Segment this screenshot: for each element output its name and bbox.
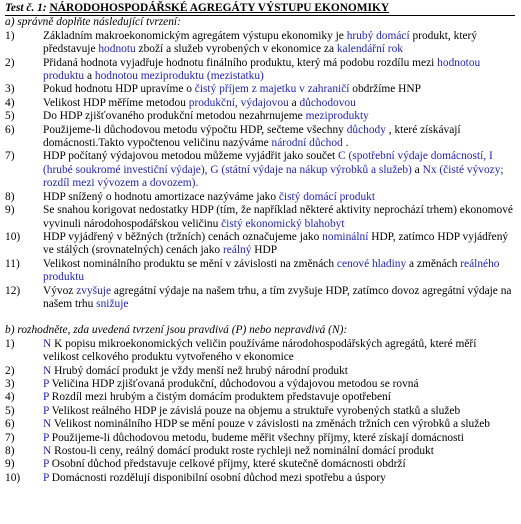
true-false-answer: P	[43, 377, 49, 390]
statement-text: Základním makroekonomickým agregátem výstupu ekonomiky je	[43, 29, 347, 42]
a-item	[5, 231, 515, 258]
statement-text: Velikost reálného HDP je závislá pouze na objemu a struktuře vyrobených statků a služeb	[51, 404, 461, 417]
item-text	[43, 124, 515, 151]
statement-text: a	[288, 96, 300, 109]
item-index: 8)	[5, 445, 15, 457]
a-item	[5, 30, 515, 57]
statement-text: HDP snížený o hodnotu amortizace nazýváme jako	[43, 190, 279, 203]
item-number: 4)	[5, 96, 15, 109]
answer-text: národní důchod	[271, 137, 343, 150]
answer-text: reálného produktu	[43, 257, 500, 284]
b-item	[5, 365, 515, 378]
section-b-heading: b) rozhodněte, zda uvedená tvrzení jsou pravdivá (P) nebo nepravdivá (N):	[5, 324, 348, 337]
statement-text: , které získávají domácnosti.Takto vypočtenou veličinu nazýváme	[43, 123, 461, 150]
item-index: 5)	[5, 404, 15, 417]
answer-text: čistý příjem z majetku v zahraničí	[194, 83, 350, 96]
statement-text: Rozdíl mezi hrubým a čistým domácím produktem představuje opotřebení	[51, 391, 391, 404]
answer-text: Nx (čisté vývozy; rozdíl mezi vývozem a dovozem).	[43, 163, 504, 190]
item-number: 7)	[5, 150, 15, 163]
item-number: 12)	[5, 284, 21, 297]
item-text	[43, 418, 515, 431]
statement-text: Domácnosti rozdělují disponibilní osobní důchod mezi spotřebu a úspory	[51, 471, 386, 484]
true-false-answer: P	[43, 431, 49, 444]
true-false-answer: N	[43, 445, 52, 457]
statement-text: Se snahou korigovat nedostatky HDP (tím, že například některé aktivity neprochází trhem) ekonomové vyvinuli národohospodářskou veličinu	[43, 204, 513, 230]
answer-text: reálný	[222, 244, 252, 257]
a-item	[5, 97, 515, 110]
item-text	[43, 391, 515, 404]
item-text	[43, 204, 515, 231]
b-item	[5, 338, 515, 365]
statement-text: Veličina HDP zjišťovaná produkční, důchodovou a výdajovou metodou se rovná	[51, 377, 419, 390]
statement-text: a	[84, 70, 95, 83]
statement-text: Velikost nominálního HDP se mění pouze v závislosti na změnách tržních cen výrobků a služeb	[53, 418, 490, 431]
answer-text: důchody	[346, 123, 386, 136]
a-item	[5, 57, 515, 84]
item-number: 2)	[5, 56, 15, 69]
item-text	[43, 472, 515, 485]
statement-text: Hrubý domácí produkt je vždy menší než hrubý národní produkt	[54, 364, 348, 377]
statement-text: HDP vyjádřený v běžných (tržních) cenách označujeme jako	[43, 230, 323, 243]
item-number	[5, 405, 43, 418]
test-label: Test č. 1:	[5, 2, 47, 14]
section-a-list	[5, 30, 515, 312]
item-number	[5, 458, 43, 471]
statement-text: Vývoz	[43, 284, 77, 297]
a-item	[5, 191, 515, 204]
true-false-answer: N	[43, 418, 52, 431]
b-item	[5, 378, 515, 391]
true-false-answer: P	[43, 458, 49, 471]
a-item	[5, 150, 515, 190]
item-index: 7)	[5, 431, 15, 444]
statement-text: Velikost HDP měříme metodou	[43, 96, 189, 109]
statement-text: HDP, zatímco HDP vyjádřený ve stálých (srovnatelných) cenách jako	[43, 230, 509, 257]
item-text	[43, 258, 515, 285]
b-item	[5, 472, 515, 485]
item-text	[43, 231, 515, 258]
test-title	[5, 2, 515, 15]
item-number: 1)	[5, 29, 15, 42]
statement-text: Osobní důchod představuje celkové příjmy, které skutečně domácnosti obdrží	[51, 458, 406, 471]
item-text	[43, 30, 515, 57]
answer-text: (mezistatku)	[206, 70, 264, 83]
statement-text: a změnách	[406, 257, 461, 270]
a-item	[5, 110, 515, 123]
item-number	[5, 472, 43, 485]
item-index: 2)	[5, 364, 15, 377]
item-number	[5, 338, 43, 365]
true-false-answer: P	[43, 471, 49, 484]
item-number: 3)	[5, 83, 15, 96]
item-text	[43, 338, 515, 365]
item-text	[43, 405, 515, 418]
item-number: 10)	[5, 230, 21, 243]
item-number: 8)	[5, 190, 15, 203]
b-item	[5, 418, 515, 431]
item-number: 9)	[5, 204, 15, 217]
a-item	[5, 258, 515, 285]
item-number: 5)	[5, 110, 15, 123]
statement-text: zboží a služeb vyrobených v ekonomice za	[135, 43, 337, 56]
answer-text: meziprodukty	[305, 110, 369, 123]
true-false-answer: N	[43, 337, 52, 350]
section-a-heading: a) správně doplňte následující tvrzení:	[5, 16, 181, 29]
answer-text: čistý domácí produkt	[278, 190, 376, 203]
statement-text: HDP počítaný výdajovou metodou můžeme vyjádřit jako součet	[43, 150, 339, 163]
statement-text: HDP	[251, 244, 278, 257]
statement-text: Do HDP zjišťovaného produkční metodou nezahrnujeme	[43, 110, 306, 123]
a-item	[5, 285, 515, 312]
item-text	[43, 57, 515, 84]
answer-text: hodnotu	[98, 43, 136, 56]
answer-text: kalendářní rok	[336, 43, 403, 56]
answer-text: C (spotřební výdaje domácností, I (hrubé soukromé investiční výdaje), G (státní výdaje na nákup výrobků a služeb)	[43, 150, 493, 176]
section-b-list	[5, 338, 515, 485]
item-index: 4)	[5, 391, 15, 404]
statement-text: .	[342, 137, 349, 150]
spacer	[5, 311, 515, 324]
statement-text: agregátní výdaje na našem trhu, a tím zvyšuje HDP, zatímco dovoz agregátní výdaje na našem trhu	[43, 284, 512, 310]
item-text	[43, 432, 515, 445]
a-item	[5, 83, 515, 96]
item-number	[5, 378, 43, 391]
item-index: 3)	[5, 377, 15, 390]
answer-text: důchodovou	[299, 96, 356, 109]
item-text	[43, 445, 515, 458]
statement-text: Přidaná hodnota vyjadřuje hodnotu finálního produktu, který má podobu rozdílu mezi	[43, 56, 438, 69]
item-text	[43, 365, 515, 378]
item-number: 6)	[5, 123, 15, 136]
statement-text: Pokud hodnotu HDP upravíme o	[43, 83, 195, 96]
b-item	[5, 391, 515, 404]
item-text	[43, 458, 515, 471]
a-item	[5, 204, 515, 231]
answer-text: zvyšuje	[76, 284, 112, 297]
answer-text: snižuje	[96, 297, 129, 310]
item-number	[5, 418, 43, 431]
answer-text: hodnotou produktu	[43, 56, 481, 83]
statement-text: a	[411, 163, 423, 176]
true-false-answer: P	[43, 404, 49, 417]
item-text	[43, 378, 515, 391]
statement-text: Velikost nominálního produktu se mění v závislosti na změnách	[43, 257, 337, 270]
statement-text: Použijeme-li důchodovou metodu výpočtu HDP, sečteme všechny	[43, 123, 347, 136]
answer-text: hrubý domácí	[346, 29, 410, 42]
b-item	[5, 458, 515, 471]
a-item	[5, 124, 515, 151]
answer-text: nominální	[322, 230, 369, 243]
answer-text: hodnotou meziproduktu	[94, 70, 205, 83]
statement-text: obdržíme HNP	[349, 83, 421, 96]
item-index: 9)	[5, 458, 15, 471]
statement-text: Použijeme-li důchodovou metodu, budeme měřit všechny příjmy, které získají domácnosti	[51, 431, 464, 444]
answer-text: produkční, výdajovou	[188, 96, 289, 109]
answer-text: čistý ekonomický blahobyt	[221, 217, 345, 230]
item-index: 10)	[5, 471, 21, 484]
item-text	[43, 110, 515, 123]
item-index: 6)	[5, 418, 15, 431]
item-number: 11)	[5, 257, 20, 270]
item-number	[5, 445, 43, 458]
answer-text: cenové hladiny	[336, 257, 407, 270]
statement-text: produkt, který představuje	[43, 29, 478, 56]
item-text	[43, 285, 515, 312]
b-item	[5, 445, 515, 458]
item-text	[43, 83, 515, 96]
statement-text: Rostou-li ceny, reálný domácí produkt roste rychleji než nominální domácí produkt	[54, 445, 434, 457]
statement-text: K popisu mikroekonomických veličin používáme národohospodářských agregátů, které měří velikost celkového produktu vytvořeného v ekonomice	[43, 337, 477, 364]
b-item	[5, 432, 515, 445]
item-text	[43, 150, 515, 190]
true-false-answer: N	[43, 364, 52, 377]
item-number	[5, 391, 43, 404]
b-item	[5, 405, 515, 418]
test-name: NÁRODOHOSPODÁŘSKÉ AGREGÁTY VÝSTUPU EKONOMIKY	[49, 2, 390, 14]
item-text	[43, 191, 515, 204]
item-number	[5, 365, 43, 378]
true-false-answer: P	[43, 391, 49, 404]
item-index: 1)	[5, 337, 15, 350]
item-text	[43, 97, 515, 110]
item-number	[5, 432, 43, 445]
